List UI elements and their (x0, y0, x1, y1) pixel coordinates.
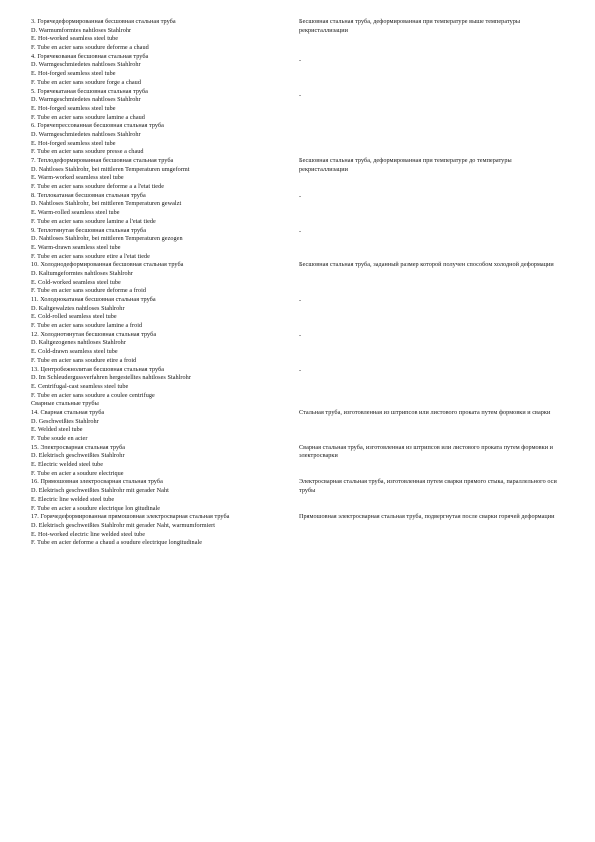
term-entry (31, 53, 561, 88)
term-en: E. Electric welded steel tube (31, 461, 104, 469)
term-fr: F. Tube en acier sans soudure etire a l'etat tiede (31, 252, 150, 260)
term-entry (31, 296, 561, 331)
term-de: D. Kaltgewalztes nahtloses Stahlrohr (31, 304, 125, 312)
term-definition: Сварная стальная труба, изготовленная из штрипсов или листового проката путем формовки и электросварки (299, 443, 554, 460)
term-en: E. Cold-drawn seamless steel tube (31, 348, 118, 356)
term-ru: 14. Сварная стальная труба (31, 408, 105, 416)
term-ru: 12. Холоднотянутая бесшовная стальная труба (31, 330, 157, 338)
term-fr: F. Tube en acier a soudure electrique lon gitudinale (31, 504, 161, 512)
term-names (31, 366, 299, 401)
term-entry (31, 331, 561, 366)
term-definition: Бесшовная стальная труба, деформированная при температуре до температуры рекристаллизации (299, 157, 512, 173)
term-entry (31, 444, 561, 479)
term-en: E. Electric line welded steel tube (31, 495, 115, 503)
section-heading-row (31, 400, 561, 409)
term-definition: - (299, 297, 302, 304)
term-fr: F. Tube en acier sans soudure presse a chaud (31, 148, 144, 156)
term-names (31, 18, 299, 53)
term-ru: 13. Центробежнолитая бесшовная стальная труба (31, 365, 165, 373)
term-definition: - (299, 366, 302, 374)
term-en: E. Hot-forged seamless steel tube (31, 104, 116, 112)
term-entry (31, 513, 561, 548)
term-fr: F. Tube en acier sans soudure lamine a chaud (31, 113, 145, 121)
term-en: E. Warm-worked seamless steel tube (31, 174, 124, 182)
term-names (31, 296, 299, 331)
term-entry (31, 478, 561, 513)
term-definition: - (299, 56, 302, 64)
term-entry (31, 227, 561, 262)
term-fr: F. Tube en acier sans soudure lamine a l'etat tiede (31, 217, 156, 225)
term-de: D. Im Schleudergussverfahren hergestelltes nahtloses Stahlrohr (31, 374, 191, 382)
term-names (31, 331, 299, 366)
term-de: D. Elektrisch geschweißtes Stahlrohr mit gerader Naht (31, 487, 169, 495)
term-names (31, 444, 299, 479)
term-definition: - (299, 91, 302, 99)
term-names (31, 261, 299, 296)
term-en: E. Warm-drawn seamless steel tube (31, 243, 121, 251)
term-fr: F. Tube en acier sans soudure forge a chaud (31, 78, 141, 86)
term-names (31, 53, 299, 88)
term-names (31, 409, 299, 444)
term-entry (31, 192, 561, 227)
term-ru: 3. Горячедеформированная бесшовная стальная труба (31, 18, 176, 25)
term-ru: 10. Холоднодеформированная бесшовная стальная труба (31, 261, 184, 269)
term-fr: F. Tube en acier sans soudure lamine a froid (31, 322, 143, 330)
term-ru: 6. Горячепрессованная бесшовная стальная труба (31, 122, 164, 130)
term-names (31, 227, 299, 262)
term-names (31, 157, 299, 192)
term-en: E. Hot-worked seamless steel tube (31, 35, 119, 43)
term-ru: 17. Горячедеформированная прямошовная электросварная стальная труба (31, 513, 230, 521)
term-fr: F. Tube en acier deforme a chaud a soudure electrique longitudinale (31, 539, 203, 547)
term-names (31, 192, 299, 227)
term-de: D. Warmgeschmiedetes nahtloses Stahlrohr (31, 96, 141, 104)
term-entry (31, 157, 561, 192)
term-definition: - (299, 227, 302, 235)
term-ru: 9. Теплотянутая бесшовная стальная труба (31, 226, 147, 234)
term-fr: F. Tube soude en acier (31, 435, 88, 442)
term-definition: Стальная труба, изготовленная из штрипсов или листового проката путем формовки и сварки (299, 408, 551, 416)
term-de: D. Nahtloses Stahlrohr, bei mittleren Temperaturen gezogen (31, 235, 183, 243)
term-de: D. Elektrisch geschweißtes Stahlrohr (31, 452, 125, 460)
term-fr: F. Tube en acier sans soudure etire a froid (31, 356, 137, 364)
term-entry (31, 88, 561, 123)
term-entry (31, 409, 561, 444)
term-de: D. Kaltgezogenes nahtloses Stahlrohr (31, 339, 126, 347)
term-de: D. Nahtloses Stahlrohr, bei mittleren Temperaturen gewalzt (31, 200, 182, 208)
term-names (31, 478, 299, 513)
document-page (31, 18, 561, 548)
term-de: D. Warmgeschmiedetes nahtloses Stahlrohr (31, 61, 141, 69)
term-en: E. Warm-rolled seamless steel tube (31, 209, 120, 217)
term-ru: 8. Теплокатаная бесшовная стальная труба (31, 191, 146, 199)
term-ru: 5. Горячекатаная бесшовная стальная труба (31, 87, 148, 95)
term-definition: Электросварная стальная труба, изготовленная путем сварки прямого стыка, параллельного оси трубы (299, 478, 557, 495)
term-names (31, 122, 299, 157)
term-ru: 15. Электросварная стальная труба (31, 443, 126, 451)
term-ru: 16. Прямошовная электросварная стальная труба (31, 478, 163, 486)
term-en: E. Welded steel tube (31, 426, 83, 434)
term-de: D. Geschweißtes Stahlrohr (31, 417, 99, 425)
term-en: E. Hot-forged seamless steel tube (31, 70, 116, 78)
section-heading: Сварные стальные трубы (31, 400, 99, 408)
term-definition: Бесшовная стальная труба, деформированная при температуре выше температуры рекристаллизации (299, 18, 521, 34)
term-entry (31, 122, 561, 157)
term-en: E. Cold-rolled seamless steel tube (31, 313, 117, 321)
term-fr: F. Tube en acier sans soudure a coulee centrifuge (31, 391, 155, 399)
term-entry (31, 261, 561, 296)
term-de: D. Warmgeschmiedetes nahtloses Stahlrohr (31, 130, 141, 138)
term-ru: 4. Горячекованая бесшовная стальная труба (31, 52, 149, 60)
term-definition: - (299, 331, 302, 339)
term-ru: 7. Теплодеформированная бесшовная стальная труба (31, 157, 174, 164)
term-de: D. Elektrisch geschweißtes Stahlrohr mit gerader Naht, warmumformiert (31, 521, 216, 529)
term-fr: F. Tube en acier sans soudure deforme a froid (31, 287, 146, 295)
term-en: E. Cold-worked seamless steel tube (31, 278, 121, 286)
term-entry (31, 18, 561, 53)
term-en: E. Hot-forged seamless steel tube (31, 139, 116, 147)
term-de: D. Nahtloses Stahlrohr, bei mittleren Temperaturen umgeformt (31, 165, 190, 173)
term-fr: F. Tube en acier a soudure electrique (31, 469, 124, 477)
term-ru: 11. Холоднокатаная бесшовная стальная труба (31, 296, 156, 303)
term-fr: F. Tube en acier sans soudure deforme a a l'etat tiede (31, 183, 165, 191)
term-fr: F. Tube en acier sans soudure deformе a chaud (31, 44, 149, 52)
term-definition: Прямошовная электросварная стальная труба, подвергнутая после сварки горячей деформации (299, 513, 555, 521)
term-de: D. Warmumformtes nahtloses Stahlrohr (31, 26, 132, 34)
term-entry (31, 366, 561, 401)
term-definition: Бесшовная стальная труба, заданный размер которой получен способом холодной деформации (299, 261, 554, 269)
term-en: E. Hot-worked electric line welded steel tube (31, 530, 146, 538)
term-definition: - (299, 192, 302, 200)
term-de: D. Kaltumgeformtes nahtloses Stahlrohr (31, 269, 133, 277)
term-en: E. Centrifugal-cast seamless steel tube (31, 382, 129, 390)
term-names (31, 88, 299, 123)
term-names (31, 513, 299, 548)
